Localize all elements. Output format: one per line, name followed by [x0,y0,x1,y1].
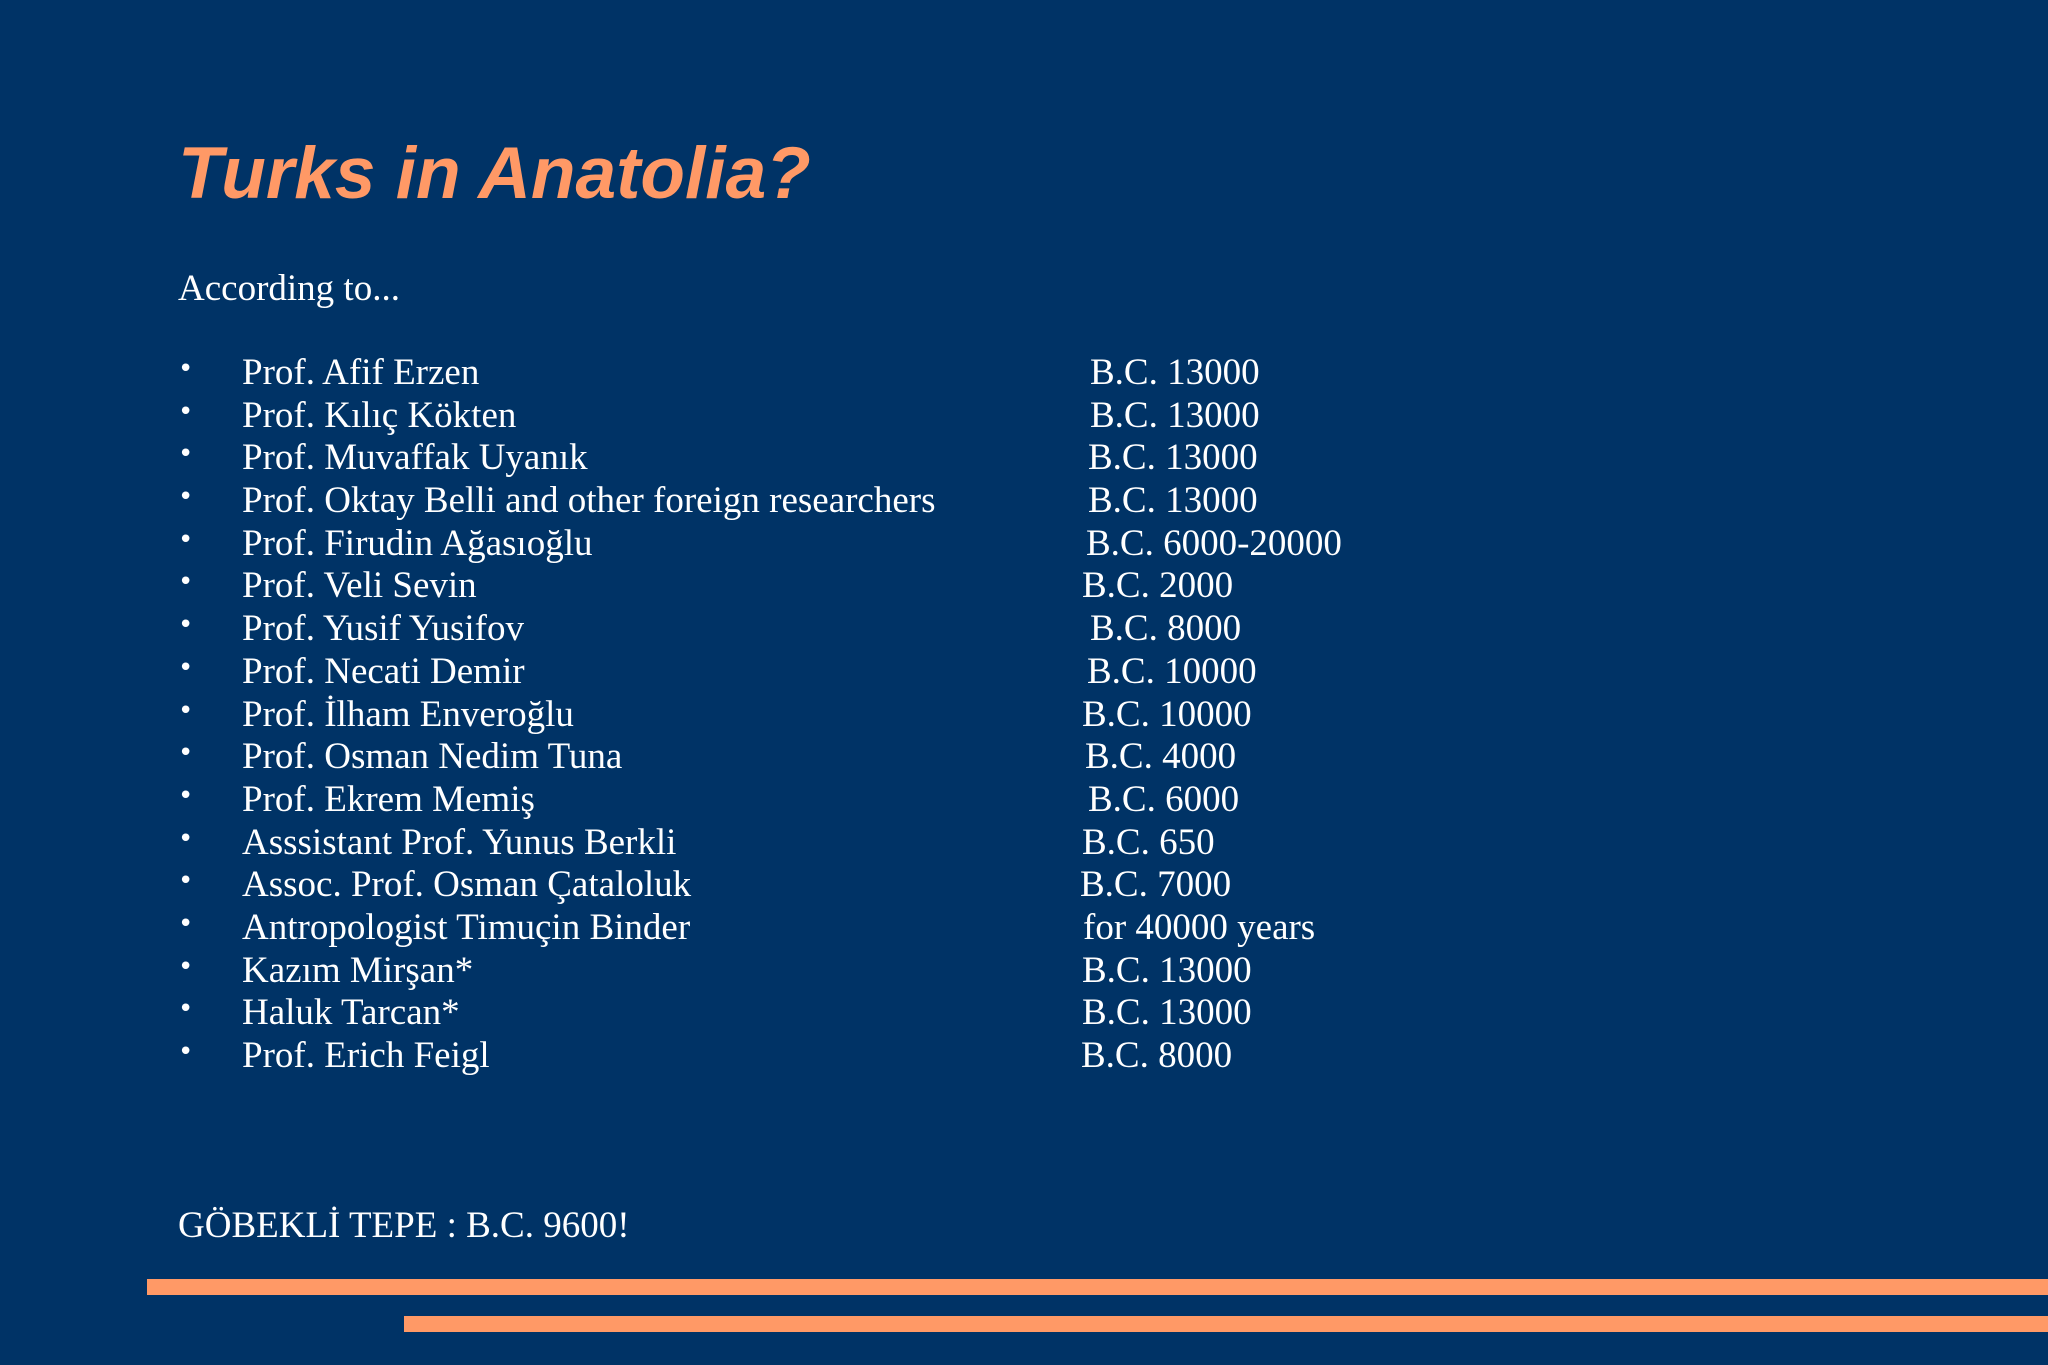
bullet-icon: • [178,866,194,897]
list-item [0,480,2048,523]
researcher-name: Antropologist Timuçin Binder [242,906,691,948]
estimate-date: B.C. 4000 [1085,736,1237,778]
bullet-icon: • [178,908,194,939]
estimate-date: B.C. 6000 [1088,778,1240,820]
estimate-date: B.C. 13000 [1088,480,1258,522]
bullet-icon: • [178,695,194,726]
estimate-date: B.C. 10000 [1082,693,1252,735]
bullet-icon: • [178,951,194,982]
bullet-icon: • [178,738,194,769]
list-item [0,736,2048,779]
bullet-icon: • [178,396,194,427]
researcher-name: Prof. Oktay Belli and other foreign researchers [242,480,936,522]
list-item [0,907,2048,950]
list-item [0,352,2048,395]
researcher-list [0,352,2048,1078]
researcher-name: Asssistant Prof. Yunus Berkli [242,821,677,863]
researcher-name: Prof. Veli Sevin [242,565,477,607]
bullet-icon: • [178,1037,194,1067]
researcher-name: Kazım Mirşan* [242,949,474,991]
estimate-date: B.C. 7000 [1080,864,1232,906]
estimate-date: B.C. 10000 [1087,650,1257,692]
researcher-name: Prof. Osman Nedim Tuna [242,736,623,778]
estimate-date: B.C. 8000 [1081,1035,1233,1076]
researcher-name: Prof. Necati Demir [242,650,525,692]
gobekli-tepe-note: GÖBEKLİ TEPE : B.C. 9600! [178,1205,630,1246]
bullet-icon: • [178,524,194,555]
bullet-icon: • [178,652,194,683]
bullet-icon: • [178,823,194,854]
estimate-date: B.C. 8000 [1090,608,1242,650]
researcher-name: Prof. Erich Feigl [242,1035,490,1076]
estimate-date: B.C. 13000 [1082,992,1252,1034]
intro-text: According to... [178,268,400,309]
estimate-date: B.C. 650 [1082,821,1215,863]
researcher-name: Prof. Kılıç Kökten [242,394,517,436]
researcher-name: Prof. Yusif Yusifov [242,608,524,650]
list-item [0,523,2048,566]
bullet-icon: • [178,354,194,384]
bullet-icon: • [178,439,194,470]
bullet-icon: • [178,994,194,1025]
list-item [0,437,2048,480]
slide-title: Turks in Anatolia? [178,133,811,214]
list-item [0,992,2048,1035]
estimate-date: B.C. 6000-20000 [1086,522,1342,564]
researcher-name: Prof. İlham Enveroğlu [242,693,574,735]
researcher-name: Prof. Afif Erzen [242,352,480,393]
accent-rule-top [147,1279,2048,1295]
list-item [0,565,2048,608]
bullet-icon: • [178,610,194,641]
estimate-date: B.C. 13000 [1090,352,1260,393]
list-item [0,950,2048,993]
estimate-date: for 40000 years [1083,906,1316,948]
list-item [0,694,2048,737]
list-item [0,864,2048,907]
estimate-date: B.C. 13000 [1082,949,1252,991]
researcher-name: Haluk Tarcan* [242,992,460,1034]
list-item [0,608,2048,651]
researcher-name: Prof. Firudin Ağasıoğlu [242,522,593,564]
bullet-icon: • [178,482,194,513]
list-item [0,395,2048,438]
estimate-date: B.C. 2000 [1082,565,1234,607]
researcher-name: Assoc. Prof. Osman Çataloluk [242,864,692,906]
bullet-icon: • [178,780,194,811]
estimate-date: B.C. 13000 [1088,437,1258,479]
bullet-icon: • [178,567,194,598]
list-item [0,779,2048,822]
list-item [0,822,2048,865]
list-item [0,651,2048,694]
accent-rule-bottom [404,1316,2048,1332]
estimate-date: B.C. 13000 [1090,394,1260,436]
researcher-name: Prof. Muvaffak Uyanık [242,437,588,479]
researcher-name: Prof. Ekrem Memiş [242,778,535,820]
list-item [0,1035,2048,1078]
